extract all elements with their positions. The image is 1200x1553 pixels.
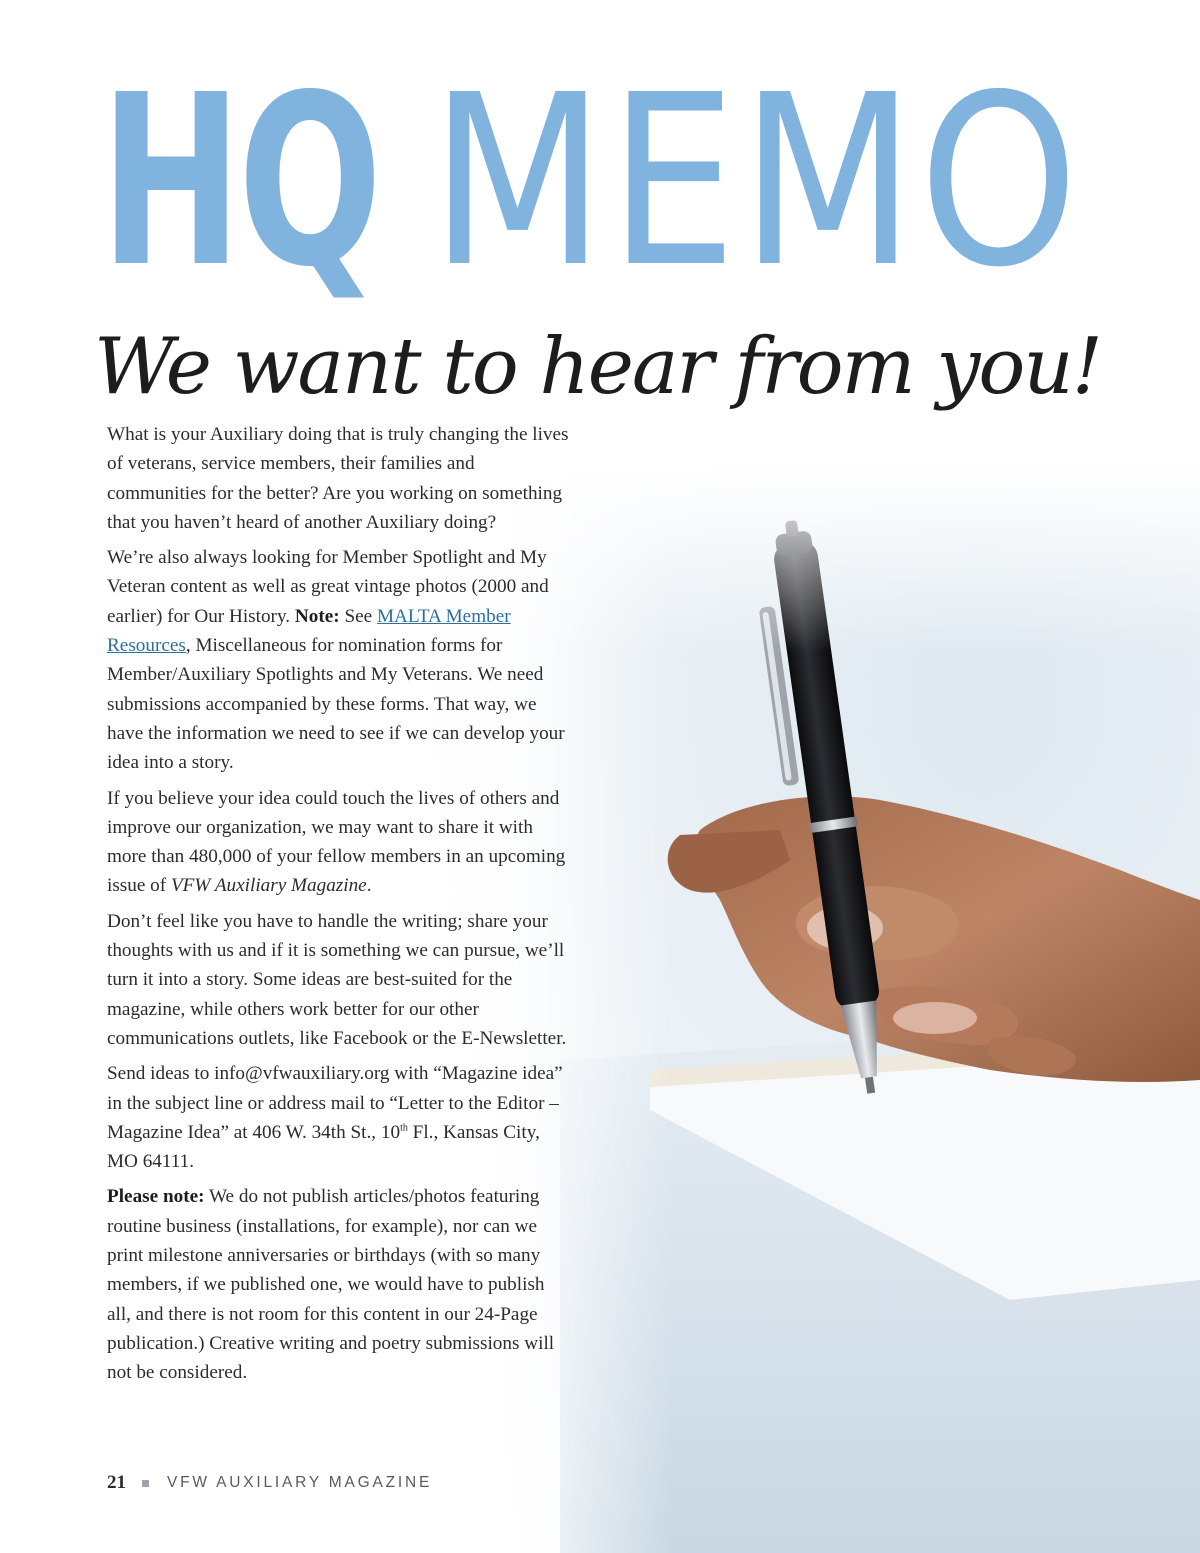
malta-member-resources-link[interactable]: MALTA Member Resources [107,605,511,657]
paragraph-3-text: If you believe your idea could touch the lives of others and improve our organization, we may want to share it with more than 480,000 of your fellow members in an upcoming issue of [107,787,566,897]
paragraph-6 [107,1182,569,1387]
page-number: 21 [107,1472,126,1493]
paragraph-2-see: See [339,605,377,627]
paragraph-5 [107,1059,569,1176]
paragraph-3-end: . [366,875,372,897]
paragraph-2-rest: , Miscellaneous for nomination forms for Member/Auxiliary Spotlights and My Veterans. We need submissions accompanied by these forms. That way, we have the information we need to see if we can develop your idea into a story. [107,635,565,774]
masthead [100,44,1188,319]
paragraph-2 [107,543,569,777]
please-note-label: Please note: [107,1186,205,1208]
masthead-memo: MEMO [430,44,1082,319]
footer-separator [142,1480,149,1487]
paragraph-4: Don’t feel like you have to handle the writing; share your thoughts with us and if it is something we can pursue, we’ll turn it into a story. Some ideas are best-suited for the magazine, while others work better for our other communications outlets, like Facebook or the E-Newsletter. [107,910,567,1049]
paragraph-2-intro: We’re also always looking for Member Spotlight and My Veteran content as well as great vintage photos (2000 and earlier) for Our History. [107,547,549,627]
paragraph-3 [107,784,569,901]
magazine-title: VFW Auxiliary Magazine [170,875,367,897]
ordinal-suffix: th [400,1122,408,1134]
page-footer [107,1472,432,1494]
paragraph-1: What is your Auxiliary doing that is truly changing the lives of veterans, service members, their families and communities for the better? Are you working on something that you haven’t heard of another Auxiliary doing? [107,424,569,533]
paragraph-5-end: Fl., Kansas City, MO 64111. [107,1121,540,1173]
paragraph-6-text: We do not publish articles/photos featuring routine business (installations, for example), nor can we print milestone anniversaries or birthdays (with so many members, if we published one, we would have to publish all, and there is not room for this content in our 24-Page publication.) Creative writing and poetry submissions will not be considered. [107,1186,555,1384]
publication-name: VFW AUXILIARY MAGAZINE [167,1474,433,1491]
note-label: Note: [294,605,340,627]
masthead-hq: HQ [100,44,379,319]
headline: We want to hear from you! [94,322,1101,412]
article-body [107,420,569,1394]
paragraph-5-text: Send ideas to info@vfwauxiliary.org with “Magazine idea” in the subject line or address mail to “Letter to the Editor – Magazine Idea” at 406 W. 34th St., 10 [107,1063,563,1143]
